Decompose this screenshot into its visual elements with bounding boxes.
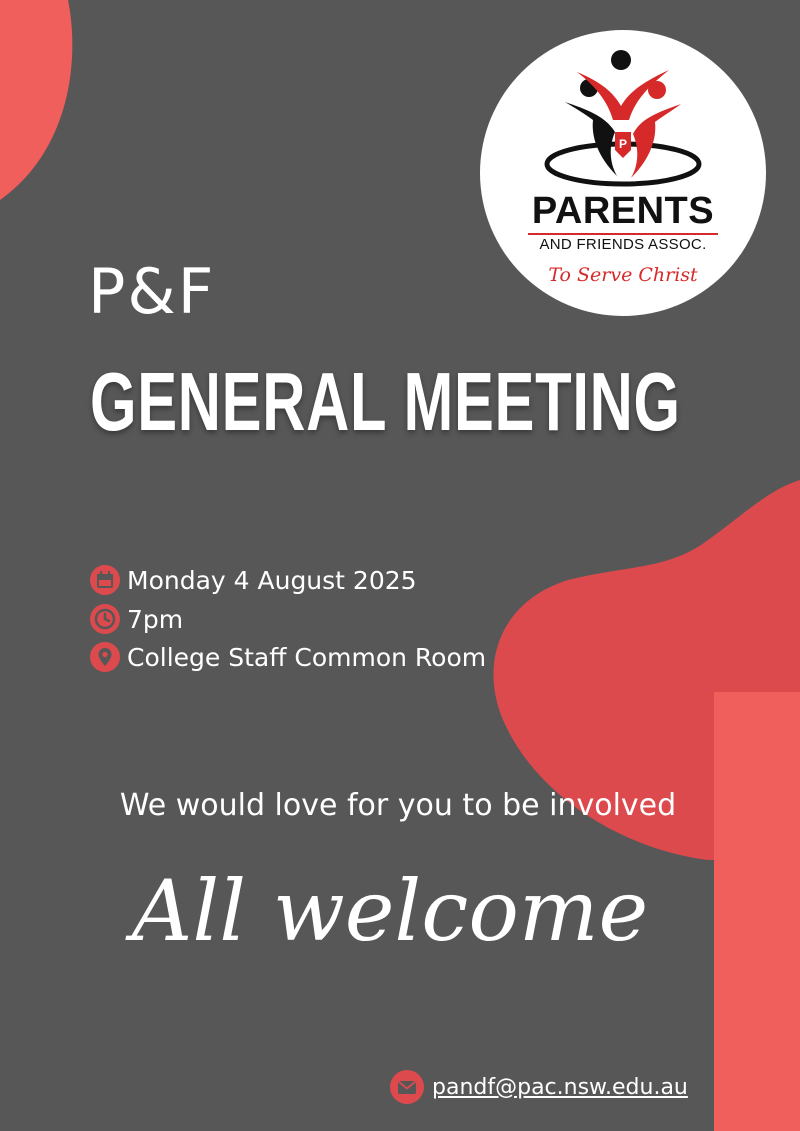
page-title: GENERAL MEETING — [90, 355, 681, 448]
location-pin-icon — [90, 642, 120, 672]
welcome-script: All welcome — [131, 862, 649, 960]
pf-logo — [480, 30, 766, 316]
logo-title: PARENTS — [531, 190, 715, 232]
family-figures-emblem-icon — [543, 46, 703, 196]
organisation-label: P&F — [88, 255, 216, 328]
detail-date-text: Monday 4 August 2025 — [127, 565, 417, 595]
detail-venue — [90, 640, 486, 674]
detail-time-text: 7pm — [127, 604, 184, 634]
detail-date — [90, 563, 417, 597]
logo-motto: To Serve Christ — [548, 264, 698, 286]
contact-email — [390, 1068, 688, 1106]
email-link[interactable]: pandf@pac.nsw.edu.au — [432, 1074, 688, 1100]
clock-icon — [90, 604, 120, 634]
svg-text:P: P — [618, 137, 628, 151]
detail-time — [90, 602, 183, 636]
calendar-icon — [90, 565, 120, 595]
detail-venue-text: College Staff Common Room — [127, 642, 487, 672]
logo-subtitle: AND FRIENDS ASSOC. — [539, 236, 707, 253]
decorative-blob-top-left — [0, 0, 80, 200]
envelope-icon — [390, 1070, 424, 1104]
logo-divider — [528, 233, 718, 235]
tagline: We would love for you to be involved — [119, 788, 677, 823]
